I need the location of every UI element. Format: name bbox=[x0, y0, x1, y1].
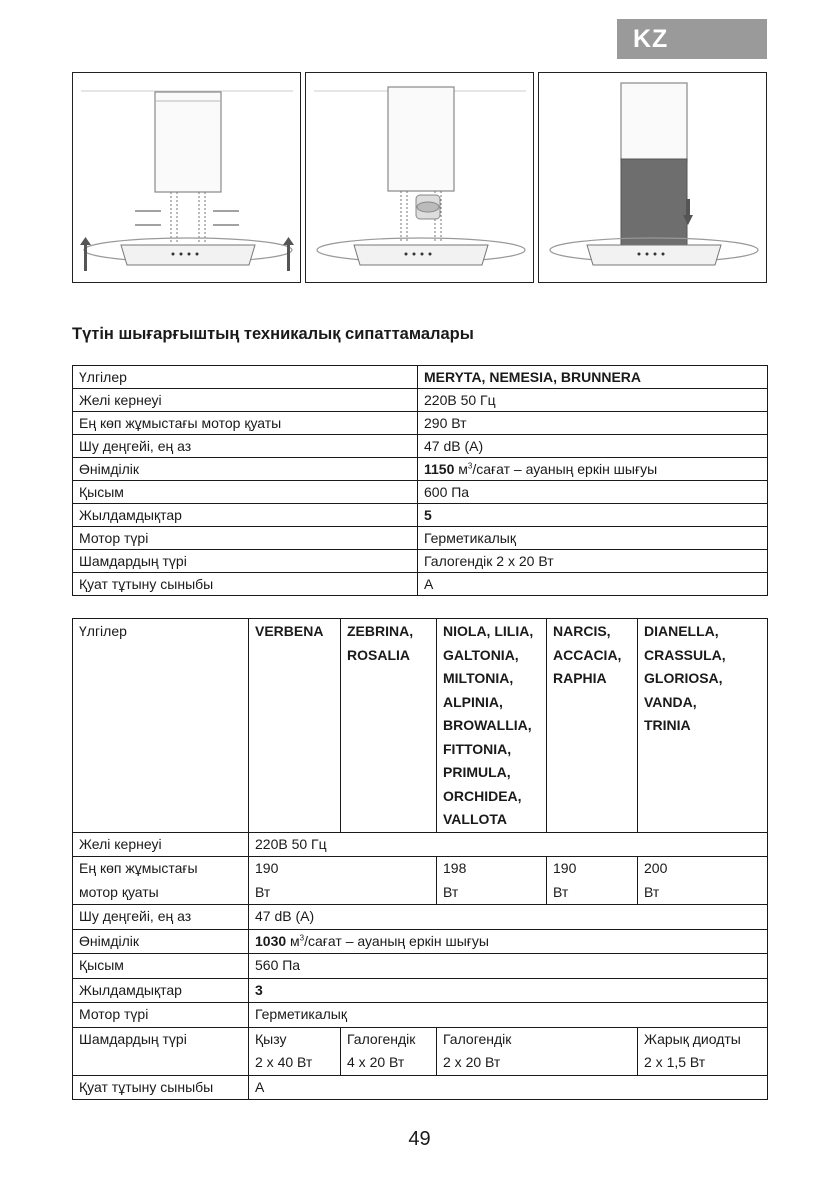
language-badge: KZ bbox=[617, 19, 767, 59]
model-name: ALPINIA, bbox=[443, 693, 503, 710]
row-label: Желі кернеуі bbox=[73, 389, 418, 412]
lamp-type: Галогендік bbox=[443, 1030, 512, 1047]
row-value: 3 bbox=[249, 978, 768, 1003]
row-value: 600 Па bbox=[418, 481, 768, 504]
power-number: 190 bbox=[553, 860, 577, 876]
power-number: 190 bbox=[255, 860, 279, 876]
figure-hood-cover bbox=[538, 72, 767, 283]
model-name: MILTONIA, bbox=[443, 670, 514, 686]
row-value bbox=[249, 929, 768, 954]
section-title: Түтін шығарғыштың техникалық сипаттамалары bbox=[72, 325, 474, 343]
row-value: 220В 50 Гц bbox=[249, 832, 768, 857]
model-name: ACCACIA, bbox=[553, 646, 622, 663]
model-name: GALTONIA, bbox=[443, 646, 519, 663]
lamp-value bbox=[249, 1027, 341, 1075]
table-row bbox=[73, 527, 768, 550]
lamp-value bbox=[638, 1027, 768, 1075]
model-group bbox=[249, 619, 341, 833]
table-row bbox=[73, 458, 768, 481]
row-label: Ең көп жұмыстағы мотор қуаты bbox=[73, 412, 418, 435]
lamp-spec: 4 х 20 Вт bbox=[347, 1054, 405, 1070]
lamp-spec: 2 х 1,5 Вт bbox=[644, 1054, 706, 1070]
row-label: Қысым bbox=[73, 481, 418, 504]
lamp-value bbox=[341, 1027, 437, 1075]
row-label bbox=[73, 857, 249, 905]
row-value: Галогендік 2 х 20 Вт bbox=[418, 550, 768, 573]
table-row bbox=[73, 1003, 768, 1028]
row-label: Шу деңгейі, ең аз bbox=[73, 905, 249, 930]
perf-rest: /сағат – ауаның еркін шығуы bbox=[304, 932, 489, 949]
hood-cover-drawing bbox=[539, 73, 767, 283]
model-name: FITTONIA, bbox=[443, 740, 512, 757]
row-label: Өнімділік bbox=[73, 929, 249, 954]
power-number: 200 bbox=[644, 860, 668, 876]
model-name: VERBENA bbox=[255, 623, 324, 639]
row-value: 290 Вт bbox=[418, 412, 768, 435]
model-name: GLORIOSA, bbox=[644, 670, 723, 686]
model-name: NARCIS, bbox=[553, 623, 611, 639]
page-number: 49 bbox=[408, 1128, 431, 1150]
row-value: A bbox=[418, 573, 768, 596]
power-number: 198 bbox=[443, 860, 467, 876]
row-label: Қуат тұтыну сыныбы bbox=[73, 573, 418, 596]
table-row bbox=[73, 504, 768, 527]
table-row bbox=[73, 954, 768, 979]
row-label: Қысым bbox=[73, 954, 249, 979]
row-label: Үлгілер bbox=[73, 366, 418, 389]
models-label: Үлгілер bbox=[73, 619, 249, 833]
lamp-type: Жарық диодты bbox=[644, 1030, 741, 1047]
table-row bbox=[73, 1075, 768, 1100]
power-value bbox=[638, 857, 768, 905]
perf-unit: м bbox=[286, 932, 300, 949]
model-name: CRASSULA, bbox=[644, 646, 726, 663]
model-name: NIOLA, LILIA, bbox=[443, 623, 534, 639]
power-unit: Вт bbox=[644, 883, 660, 900]
row-value: 560 Па bbox=[249, 954, 768, 979]
perf-unit-exp: 3 bbox=[299, 932, 305, 942]
hood-motor-drawing bbox=[306, 73, 534, 283]
row-label: Желі кернеуі bbox=[73, 832, 249, 857]
perf-unit-exp: 3 bbox=[467, 461, 473, 471]
model-name: VALLOTA bbox=[443, 811, 508, 827]
table-row bbox=[73, 929, 768, 954]
row-label: Шу деңгейі, ең аз bbox=[73, 435, 418, 458]
lamp-type: Қызу bbox=[255, 1030, 287, 1047]
row-value: 47 dB (A) bbox=[249, 905, 768, 930]
model-name: VANDA, bbox=[644, 693, 697, 710]
table-row bbox=[73, 1027, 768, 1075]
row-value bbox=[418, 458, 768, 481]
power-unit: Вт bbox=[443, 883, 459, 900]
power-unit: Вт bbox=[553, 883, 569, 900]
model-name: ZEBRINA, bbox=[347, 623, 414, 639]
spec-table-2 bbox=[72, 618, 768, 1100]
hood-adjust-drawing bbox=[73, 73, 301, 283]
label-line: мотор қуаты bbox=[79, 883, 159, 900]
row-value: 47 dB (A) bbox=[418, 435, 768, 458]
spec-table-1 bbox=[72, 365, 768, 596]
lamp-spec: 2 х 40 Вт bbox=[255, 1054, 313, 1070]
model-name: DIANELLA, bbox=[644, 623, 719, 639]
table-row bbox=[73, 573, 768, 596]
perf-number: 1030 bbox=[255, 932, 287, 949]
lamp-type: Галогендік bbox=[347, 1030, 416, 1047]
table-row bbox=[73, 978, 768, 1003]
model-group bbox=[547, 619, 638, 833]
model-group bbox=[437, 619, 547, 833]
power-value bbox=[437, 857, 547, 905]
row-label: Өнімділік bbox=[73, 458, 418, 481]
table-row bbox=[73, 389, 768, 412]
model-name: PRIMULA, bbox=[443, 764, 511, 780]
row-label: Мотор түрі bbox=[73, 527, 418, 550]
perf-unit: м bbox=[454, 461, 468, 477]
perf-rest: /сағат – ауаның еркін шығуы bbox=[472, 461, 658, 477]
model-name: RAPHIA bbox=[553, 670, 607, 686]
row-value: 5 bbox=[418, 504, 768, 527]
figure-hood-adjust bbox=[72, 72, 301, 283]
power-value bbox=[249, 857, 437, 905]
row-label: Қуат тұтыну сыныбы bbox=[73, 1075, 249, 1100]
power-value bbox=[547, 857, 638, 905]
lamp-spec: 2 х 20 Вт bbox=[443, 1054, 501, 1070]
row-value: 220В 50 Гц bbox=[418, 389, 768, 412]
model-name: ORCHIDEA, bbox=[443, 787, 522, 804]
label-line: Ең көп жұмыстағы bbox=[79, 860, 198, 876]
model-group bbox=[638, 619, 768, 833]
model-group bbox=[341, 619, 437, 833]
row-value: Герметикалық bbox=[418, 527, 768, 550]
row-label: Жылдамдықтар bbox=[73, 978, 249, 1003]
table-row bbox=[73, 435, 768, 458]
row-value: A bbox=[249, 1075, 768, 1100]
table-row bbox=[73, 412, 768, 435]
power-unit: Вт bbox=[255, 883, 271, 900]
model-name: BROWALLIA, bbox=[443, 717, 532, 733]
row-value: Герметикалық bbox=[249, 1003, 768, 1028]
row-label: Жылдамдықтар bbox=[73, 504, 418, 527]
table-row bbox=[73, 832, 768, 857]
figure-hood-motor bbox=[305, 72, 534, 283]
model-name: ROSALIA bbox=[347, 646, 410, 663]
model-name: TRINIA bbox=[644, 717, 691, 733]
table-row bbox=[73, 366, 768, 389]
lamp-value bbox=[437, 1027, 638, 1075]
perf-number: 1150 bbox=[424, 461, 455, 477]
table-row bbox=[73, 481, 768, 504]
table-row-models bbox=[73, 619, 768, 833]
table-row bbox=[73, 905, 768, 930]
table-row bbox=[73, 550, 768, 573]
row-value: MERYTA, NEMESIA, BRUNNERA bbox=[418, 366, 768, 389]
table-row bbox=[73, 857, 768, 905]
row-label: Мотор түрі bbox=[73, 1003, 249, 1028]
row-label: Шамдардың түрі bbox=[73, 550, 418, 573]
row-label: Шамдардың түрі bbox=[73, 1027, 249, 1075]
